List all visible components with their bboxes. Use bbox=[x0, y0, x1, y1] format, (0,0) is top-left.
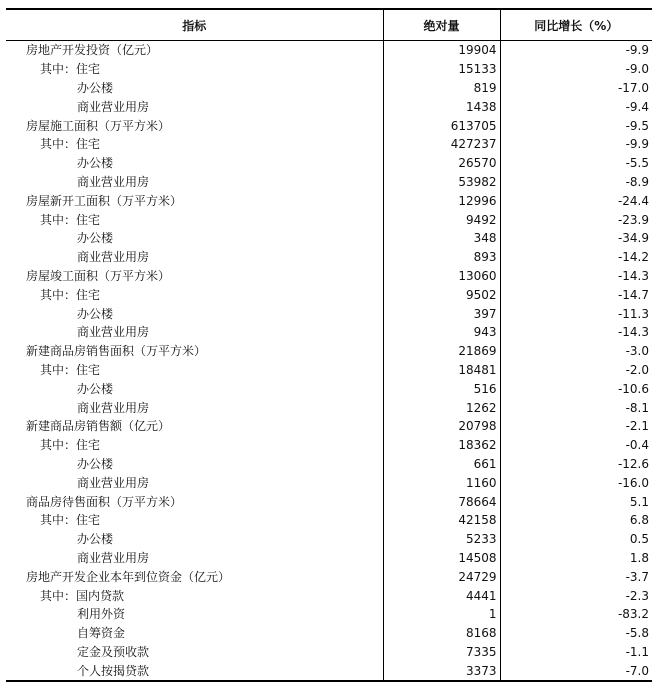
yoy-growth-cell: -9.0 bbox=[500, 60, 652, 79]
yoy-growth-cell: -1.1 bbox=[500, 643, 652, 662]
absolute-value-cell: 42158 bbox=[383, 511, 500, 530]
absolute-value-cell: 24729 bbox=[383, 567, 500, 586]
absolute-value-cell: 893 bbox=[383, 248, 500, 267]
table-row bbox=[6, 567, 652, 586]
indicator-label: 利用外资 bbox=[77, 607, 126, 622]
table-row bbox=[6, 97, 652, 116]
absolute-value-cell: 348 bbox=[383, 229, 500, 248]
table-row bbox=[6, 549, 652, 568]
yoy-growth-cell: -7.0 bbox=[500, 661, 652, 681]
yoy-growth-cell: -8.9 bbox=[500, 173, 652, 192]
absolute-value-cell: 8168 bbox=[383, 624, 500, 643]
yoy-growth-cell: -9.5 bbox=[500, 116, 652, 135]
yoy-growth-cell: -24.4 bbox=[500, 191, 652, 210]
yoy-growth-cell: -23.9 bbox=[500, 210, 652, 229]
yoy-growth-cell: -34.9 bbox=[500, 229, 652, 248]
yoy-growth-cell: -14.2 bbox=[500, 248, 652, 267]
absolute-value-cell: 19904 bbox=[383, 41, 500, 60]
absolute-value-cell: 819 bbox=[383, 79, 500, 98]
absolute-value-cell: 12996 bbox=[383, 191, 500, 210]
table-body bbox=[6, 41, 652, 682]
table-row bbox=[6, 361, 652, 380]
table-row bbox=[6, 267, 652, 286]
absolute-value-cell: 4441 bbox=[383, 586, 500, 605]
table-row bbox=[6, 323, 652, 342]
statistics-table bbox=[6, 8, 652, 682]
yoy-growth-cell: -11.3 bbox=[500, 304, 652, 323]
table-row bbox=[6, 210, 652, 229]
table-row bbox=[6, 605, 652, 624]
yoy-growth-cell: -14.3 bbox=[500, 323, 652, 342]
indicator-label: 其中：住宅 bbox=[40, 212, 101, 227]
table-row bbox=[6, 135, 652, 154]
yoy-growth-cell: -12.6 bbox=[500, 455, 652, 474]
indicator-label: 房屋竣工面积（万平方米） bbox=[26, 268, 171, 283]
yoy-growth-cell: -9.9 bbox=[500, 41, 652, 60]
absolute-value-cell: 1438 bbox=[383, 97, 500, 116]
indicator-label: 定金及预收款 bbox=[77, 644, 150, 659]
indicator-label: 商业营业用房 bbox=[77, 174, 150, 189]
yoy-growth-cell: -5.5 bbox=[500, 154, 652, 173]
table-row bbox=[6, 191, 652, 210]
yoy-growth-cell: -2.1 bbox=[500, 417, 652, 436]
yoy-growth-cell: -17.0 bbox=[500, 79, 652, 98]
table-row bbox=[6, 248, 652, 267]
yoy-growth-cell: -9.9 bbox=[500, 135, 652, 154]
table-row bbox=[6, 455, 652, 474]
table-row bbox=[6, 436, 652, 455]
indicator-label: 房屋新开工面积（万平方米） bbox=[26, 193, 183, 208]
yoy-growth-cell: -2.3 bbox=[500, 586, 652, 605]
table-row bbox=[6, 41, 652, 60]
indicator-label: 其中：住宅 bbox=[40, 62, 101, 77]
indicator-label: 其中：住宅 bbox=[40, 513, 101, 528]
absolute-value-cell: 1160 bbox=[383, 473, 500, 492]
indicator-label: 办公楼 bbox=[77, 231, 114, 246]
indicator-label: 个人按揭贷款 bbox=[6, 661, 383, 681]
yoy-growth-cell: 0.5 bbox=[500, 530, 652, 549]
absolute-value-cell: 1262 bbox=[383, 398, 500, 417]
indicator-label: 其中：住宅 bbox=[40, 362, 101, 377]
yoy-growth-cell: -14.3 bbox=[500, 267, 652, 286]
indicator-label: 其中：住宅 bbox=[40, 137, 101, 152]
header-yoy-growth: 同比增长（%） bbox=[500, 9, 652, 41]
indicator-label: 办公楼 bbox=[77, 80, 114, 95]
indicator-label: 商业营业用房 bbox=[77, 475, 150, 490]
table-row bbox=[6, 624, 652, 643]
absolute-value-cell: 943 bbox=[383, 323, 500, 342]
table-row bbox=[6, 79, 652, 98]
yoy-growth-cell: -83.2 bbox=[500, 605, 652, 624]
table-row bbox=[6, 417, 652, 436]
yoy-growth-cell: 1.8 bbox=[500, 549, 652, 568]
indicator-label: 其中：住宅 bbox=[40, 287, 101, 302]
indicator-label: 商业营业用房 bbox=[77, 325, 150, 340]
absolute-value-cell: 18362 bbox=[383, 436, 500, 455]
table-row bbox=[6, 304, 652, 323]
absolute-value-cell: 427237 bbox=[383, 135, 500, 154]
statistics-table-container bbox=[6, 8, 652, 682]
indicator-label: 房地产开发投资（亿元） bbox=[26, 43, 159, 58]
indicator-label: 其中：住宅 bbox=[40, 438, 101, 453]
indicator-label: 房地产开发企业本年到位资金（亿元） bbox=[26, 569, 231, 584]
indicator-label: 房屋施工面积（万平方米） bbox=[26, 118, 171, 133]
indicator-label: 办公楼 bbox=[77, 456, 114, 471]
table-row bbox=[6, 229, 652, 248]
yoy-growth-cell: -0.4 bbox=[500, 436, 652, 455]
indicator-label: 商品房待售面积（万平方米） bbox=[26, 494, 183, 509]
indicator-label: 办公楼 bbox=[77, 306, 114, 321]
absolute-value-cell: 9492 bbox=[383, 210, 500, 229]
table-row bbox=[6, 492, 652, 511]
absolute-value-cell: 5233 bbox=[383, 530, 500, 549]
yoy-growth-cell: -2.0 bbox=[500, 361, 652, 380]
absolute-value-cell: 18481 bbox=[383, 361, 500, 380]
table-row bbox=[6, 173, 652, 192]
indicator-label: 新建商品房销售额（亿元） bbox=[26, 419, 171, 434]
indicator-label: 自筹资金 bbox=[77, 626, 126, 641]
table-row bbox=[6, 661, 652, 681]
absolute-value-cell: 9502 bbox=[383, 285, 500, 304]
absolute-value-cell: 53982 bbox=[383, 173, 500, 192]
absolute-value-cell: 7335 bbox=[383, 643, 500, 662]
yoy-growth-cell: -8.1 bbox=[500, 398, 652, 417]
absolute-value-cell: 397 bbox=[383, 304, 500, 323]
header-absolute-value: 绝对量 bbox=[383, 9, 500, 41]
table-row bbox=[6, 60, 652, 79]
yoy-growth-cell: -9.4 bbox=[500, 97, 652, 116]
header-indicator: 指标 bbox=[6, 9, 383, 41]
absolute-value-cell: 13060 bbox=[383, 267, 500, 286]
absolute-value-cell: 661 bbox=[383, 455, 500, 474]
table-row bbox=[6, 398, 652, 417]
yoy-growth-cell: -5.8 bbox=[500, 624, 652, 643]
yoy-growth-cell: -3.7 bbox=[500, 567, 652, 586]
absolute-value-cell: 1 bbox=[383, 605, 500, 624]
indicator-label: 办公楼 bbox=[77, 156, 114, 171]
table-row bbox=[6, 530, 652, 549]
indicator-label: 其中：国内贷款 bbox=[40, 588, 125, 603]
table-row bbox=[6, 154, 652, 173]
absolute-value-cell: 3373 bbox=[383, 661, 500, 681]
absolute-value-cell: 26570 bbox=[383, 154, 500, 173]
indicator-label: 办公楼 bbox=[77, 532, 114, 547]
indicator-label: 新建商品房销售面积（万平方米） bbox=[26, 344, 207, 359]
header-row bbox=[6, 9, 652, 41]
absolute-value-cell: 78664 bbox=[383, 492, 500, 511]
yoy-growth-cell: 6.8 bbox=[500, 511, 652, 530]
absolute-value-cell: 14508 bbox=[383, 549, 500, 568]
absolute-value-cell: 516 bbox=[383, 379, 500, 398]
table-row bbox=[6, 643, 652, 662]
table-row bbox=[6, 116, 652, 135]
table-row bbox=[6, 473, 652, 492]
table-row bbox=[6, 586, 652, 605]
absolute-value-cell: 613705 bbox=[383, 116, 500, 135]
yoy-growth-cell: 5.1 bbox=[500, 492, 652, 511]
table-row bbox=[6, 342, 652, 361]
table-row bbox=[6, 379, 652, 398]
yoy-growth-cell: -16.0 bbox=[500, 473, 652, 492]
indicator-label: 商业营业用房 bbox=[77, 400, 150, 415]
absolute-value-cell: 15133 bbox=[383, 60, 500, 79]
indicator-label: 办公楼 bbox=[77, 381, 114, 396]
indicator-label: 商业营业用房 bbox=[77, 550, 150, 565]
table-row bbox=[6, 511, 652, 530]
yoy-growth-cell: -10.6 bbox=[500, 379, 652, 398]
yoy-growth-cell: -14.7 bbox=[500, 285, 652, 304]
indicator-label: 商业营业用房 bbox=[77, 99, 150, 114]
absolute-value-cell: 20798 bbox=[383, 417, 500, 436]
yoy-growth-cell: -3.0 bbox=[500, 342, 652, 361]
indicator-label: 商业营业用房 bbox=[77, 250, 150, 265]
absolute-value-cell: 21869 bbox=[383, 342, 500, 361]
table-row bbox=[6, 285, 652, 304]
